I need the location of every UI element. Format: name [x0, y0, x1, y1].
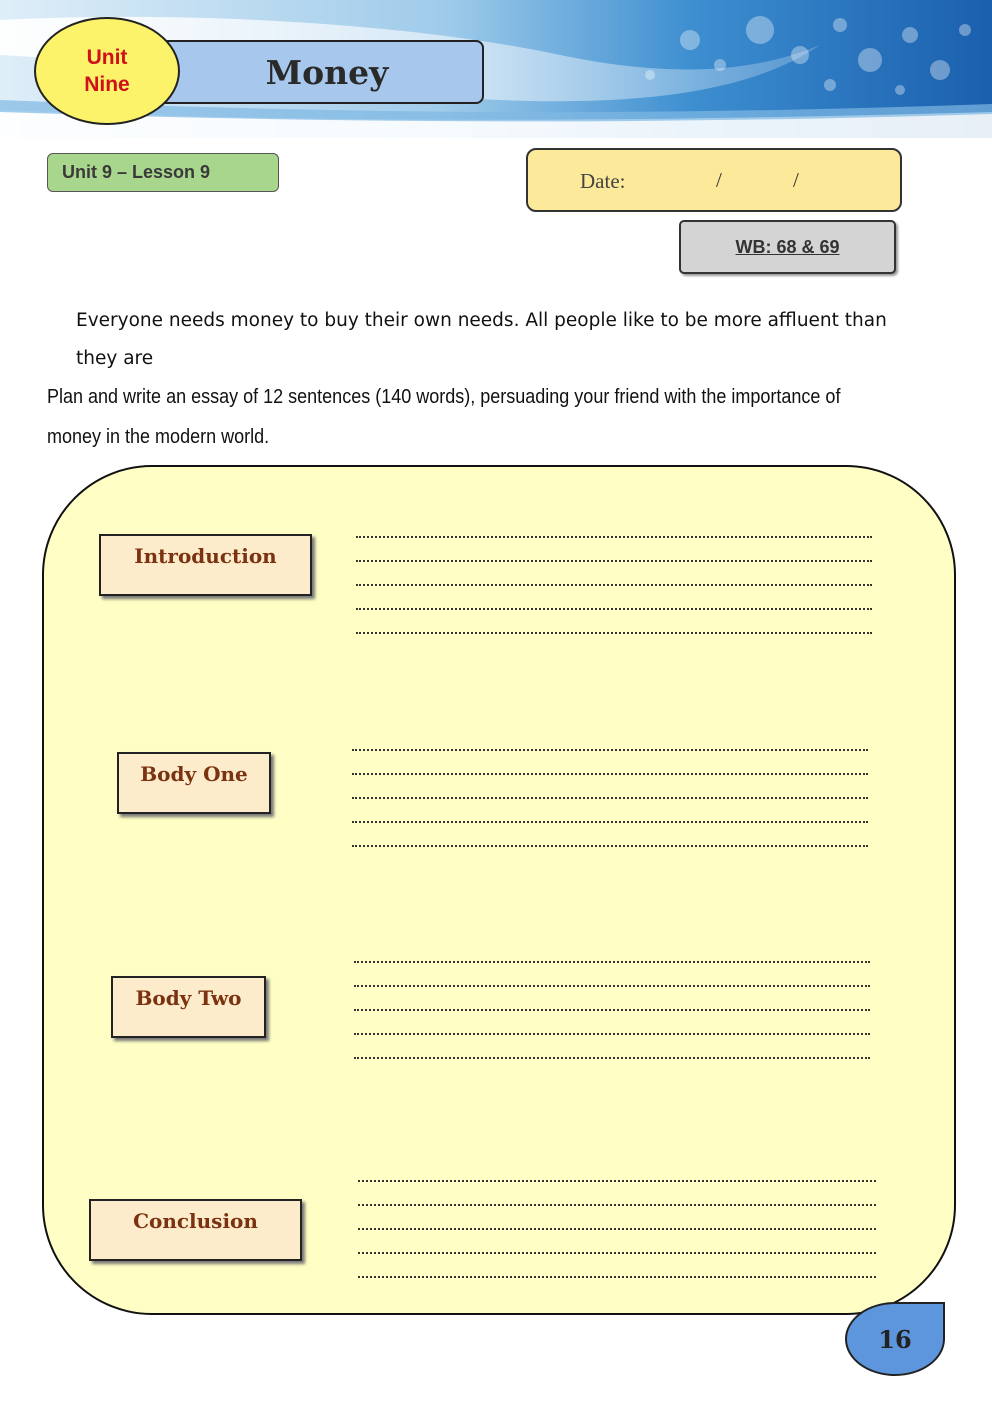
writing-line[interactable] — [356, 566, 872, 590]
section-label-text: Conclusion — [133, 1209, 258, 1233]
section-label-conclusion — [89, 1199, 302, 1261]
writing-line[interactable] — [356, 542, 872, 566]
task-line-2: money in the modern world. — [47, 426, 270, 448]
page-number: 16 — [878, 1324, 912, 1354]
section-label-introduction — [99, 534, 312, 596]
prompt-line-1: Everyone needs money to buy their own needs. All people like to be more affluent than — [76, 310, 887, 331]
workbook-reference: WB: 68 & 69 — [735, 236, 840, 257]
unit-title: Money — [265, 52, 389, 92]
section-label-text: Body One — [140, 762, 248, 786]
writing-line[interactable] — [354, 967, 870, 991]
page-number-badge — [845, 1302, 945, 1376]
section-label-body-one — [117, 752, 271, 814]
writing-line[interactable] — [358, 1162, 876, 1186]
section-label-text: Introduction — [134, 544, 277, 568]
lesson-label: Unit 9 – Lesson 9 — [62, 162, 211, 182]
date-label: Date: — [580, 169, 626, 193]
writing-line[interactable] — [358, 1186, 876, 1210]
writing-line[interactable] — [354, 1015, 870, 1039]
writing-lines-body-one[interactable] — [352, 731, 868, 851]
date-slash-2: / — [793, 168, 799, 192]
section-label-body-two — [111, 976, 266, 1038]
writing-lines-introduction[interactable] — [356, 518, 872, 638]
prompt-line-2: they are — [76, 348, 154, 369]
unit-label-line1: Unit — [86, 46, 128, 69]
date-slash-1: / — [716, 168, 722, 192]
writing-lines-body-two[interactable] — [354, 943, 870, 1063]
writing-line[interactable] — [358, 1210, 876, 1234]
writing-line[interactable] — [352, 803, 868, 827]
date-field[interactable] — [526, 148, 902, 212]
writing-line[interactable] — [354, 943, 870, 967]
writing-line[interactable] — [356, 590, 872, 614]
writing-line[interactable] — [352, 755, 868, 779]
writing-line[interactable] — [352, 827, 868, 851]
writing-line[interactable] — [352, 779, 868, 803]
unit-badge — [34, 17, 180, 125]
workbook-reference-box — [679, 220, 896, 274]
unit-label-line2: Nine — [84, 73, 130, 96]
section-label-text: Body Two — [135, 986, 242, 1010]
writing-line[interactable] — [352, 731, 868, 755]
writing-line[interactable] — [356, 518, 872, 542]
unit-title-box — [150, 40, 484, 104]
writing-line[interactable] — [356, 614, 872, 638]
lesson-label-box — [47, 153, 279, 192]
writing-line[interactable] — [354, 991, 870, 1015]
writing-line[interactable] — [354, 1039, 870, 1063]
writing-line[interactable] — [358, 1258, 876, 1282]
writing-line[interactable] — [358, 1234, 876, 1258]
task-line-1: Plan and write an essay of 12 sentences (140 words), persuading your friend with the importance of — [47, 386, 841, 408]
writing-lines-conclusion[interactable] — [358, 1162, 876, 1282]
